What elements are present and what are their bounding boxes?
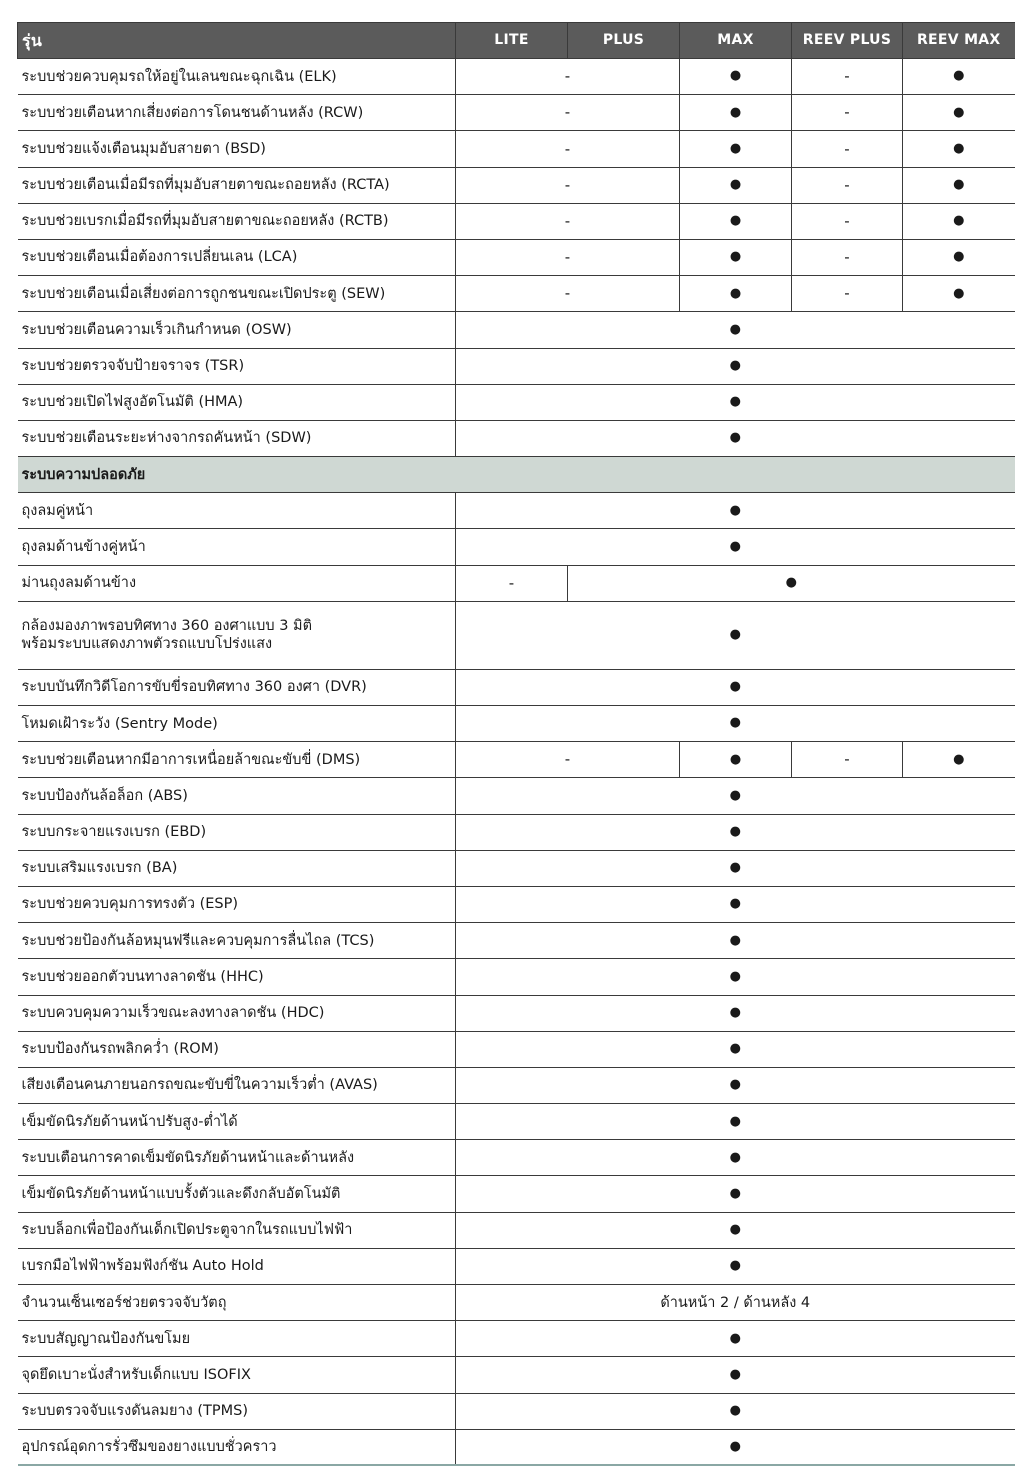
model-header-plus: PLUS — [568, 23, 680, 59]
feature-label — [18, 1140, 456, 1176]
feature-label — [18, 1067, 456, 1103]
feature-label-text: ระบบป้องกันล้อล็อก (ABS) — [21, 787, 188, 804]
availability-dot: ● — [456, 493, 1015, 529]
table-row — [18, 59, 1015, 95]
table-row — [18, 923, 1015, 959]
feature-label-text: ระบบป้องกันรถพลิกคว่ำ (ROM) — [21, 1041, 219, 1058]
feature-label-text: อุปกรณ์อุดการรั่วซึมของยางแบบชั่วคราว — [21, 1439, 277, 1456]
availability-dot: ● — [456, 1357, 1015, 1393]
feature-label — [18, 1212, 456, 1248]
availability-dot: ● — [903, 167, 1015, 203]
feature-label — [18, 95, 456, 131]
feature-label-text: เสียงเตือนคนภายนอกรถขณะขับขี่ในความเร็วต่ำ (AVAS) — [21, 1077, 378, 1094]
model-header-lite: LITE — [456, 23, 568, 59]
model-header-reev-max: REEV MAX — [903, 23, 1015, 59]
table-row — [18, 1393, 1015, 1429]
availability-dash: - — [456, 131, 680, 167]
feature-label-text: ระบบช่วยควบคุมรถให้อยู่ในเลนขณะฉุกเฉิน (ELK) — [21, 68, 337, 85]
table-row — [18, 239, 1015, 275]
feature-label — [18, 1285, 456, 1321]
feature-label-text: ระบบช่วยเตือนเมื่อต้องการเปลี่ยนเลน (LCA) — [21, 249, 298, 266]
model-column-header: รุ่น — [18, 23, 456, 59]
feature-label-text: ระบบช่วยเปิดไฟสูงอัตโนมัติ (HMA) — [21, 394, 244, 411]
table-row — [18, 384, 1015, 420]
availability-dash: - — [456, 95, 680, 131]
feature-label — [18, 239, 456, 275]
feature-label — [18, 706, 456, 742]
feature-label — [18, 814, 456, 850]
table-row — [18, 959, 1015, 995]
feature-label — [18, 1321, 456, 1357]
feature-label — [18, 669, 456, 705]
availability-dot: ● — [903, 742, 1015, 778]
feature-label — [18, 886, 456, 922]
availability-dot: ● — [456, 959, 1015, 995]
feature-label — [18, 312, 456, 348]
feature-label-text: ระบบช่วยออกตัวบนทางลาดชัน (HHC) — [21, 968, 264, 985]
availability-dot: ● — [456, 995, 1015, 1031]
feature-label — [18, 384, 456, 420]
availability-dash: - — [792, 742, 903, 778]
table-row — [18, 131, 1015, 167]
table-row — [18, 348, 1015, 384]
table-row — [18, 420, 1015, 456]
availability-dot: ● — [456, 529, 1015, 565]
feature-label-text: ระบบช่วยตรวจจับป้ายจราจร (TSR) — [21, 358, 245, 375]
feature-label-text: ระบบควบคุมความเร็วขณะลงทางลาดชัน (HDC) — [21, 1005, 325, 1022]
availability-dash: - — [456, 565, 568, 601]
feature-label — [18, 276, 456, 312]
feature-label — [18, 565, 456, 601]
availability-dot: ● — [456, 1031, 1015, 1067]
feature-label — [18, 995, 456, 1031]
feature-label — [18, 1357, 456, 1393]
feature-label-text: ม่านถุงลมด้านข้าง — [21, 575, 137, 592]
feature-label-text: ระบบตรวจจับแรงดันลมยาง (TPMS) — [21, 1403, 248, 1420]
table-row — [18, 1104, 1015, 1140]
availability-dot: ● — [456, 1140, 1015, 1176]
availability-dot: ● — [680, 276, 792, 312]
feature-label-text: โหมดเฝ้าระวัง (Sentry Mode) — [21, 715, 218, 732]
availability-dot: ● — [456, 1321, 1015, 1357]
feature-label-text: ระบบบันทึกวิดีโอการขับขี่รอบทิศทาง 360 องศา (DVR) — [21, 679, 367, 696]
table-row — [18, 1357, 1015, 1393]
table-row — [18, 203, 1015, 239]
feature-label-text: ระบบล็อกเพื่อป้องกันเด็กเปิดประตูจากในรถแบบไฟฟ้า — [21, 1222, 353, 1239]
feature-label — [18, 1031, 456, 1067]
availability-dot: ● — [680, 131, 792, 167]
table-row — [18, 1212, 1015, 1248]
feature-label — [18, 1176, 456, 1212]
availability-dot: ● — [680, 167, 792, 203]
availability-dot: ● — [456, 850, 1015, 886]
availability-dot: ● — [903, 59, 1015, 95]
feature-label — [18, 1393, 456, 1429]
availability-dash: - — [456, 167, 680, 203]
feature-label — [18, 493, 456, 529]
availability-dash: - — [792, 95, 903, 131]
feature-label — [18, 742, 456, 778]
feature-label — [18, 923, 456, 959]
feature-label-text: ระบบสัญญาณป้องกันขโมย — [21, 1330, 191, 1347]
availability-dot: ● — [456, 1176, 1015, 1212]
feature-label-text: ระบบช่วยเตือนหากเสี่ยงต่อการโดนชนด้านหลัง (RCW) — [21, 104, 364, 121]
availability-dot: ● — [680, 742, 792, 778]
table-row — [18, 669, 1015, 705]
availability-dot: ● — [456, 923, 1015, 959]
feature-label — [18, 59, 456, 95]
feature-label — [18, 348, 456, 384]
table-row — [18, 95, 1015, 131]
feature-label-text: จุดยึดเบาะนั่งสำหรับเด็กแบบ ISOFIX — [21, 1366, 251, 1383]
feature-label — [18, 601, 456, 669]
table-row — [18, 742, 1015, 778]
table-row — [18, 1176, 1015, 1212]
availability-dash: - — [456, 59, 680, 95]
feature-label — [18, 850, 456, 886]
availability-dot: ● — [456, 669, 1015, 705]
table-row — [18, 1285, 1015, 1321]
feature-label-text: ระบบช่วยเบรกเมื่อมีรถที่มุมอับสายตาขณะถอยหลัง (RCTB) — [21, 213, 389, 230]
availability-dash: - — [792, 131, 903, 167]
availability-dot: ● — [456, 1067, 1015, 1103]
model-header-reev-plus: REEV PLUS — [792, 23, 903, 59]
feature-label-text: เข็มขัดนิรภัยด้านหน้าแบบรั้งตัวและดึงกลับอัตโนมัติ — [21, 1185, 341, 1202]
feature-label — [18, 1429, 456, 1465]
availability-dot: ● — [456, 384, 1015, 420]
availability-dash: - — [792, 59, 903, 95]
availability-dot: ● — [456, 1104, 1015, 1140]
availability-dot: ● — [456, 1393, 1015, 1429]
availability-dash: - — [792, 276, 903, 312]
table-row — [18, 778, 1015, 814]
table-row — [18, 493, 1015, 529]
availability-dot: ● — [680, 59, 792, 95]
table-row — [18, 886, 1015, 922]
feature-label-text: ระบบกระจายแรงเบรก (EBD) — [21, 824, 207, 841]
feature-label-text: ระบบช่วยเตือนเมื่อเสี่ยงต่อการถูกชนขณะเปิดประตู (SEW) — [21, 285, 386, 302]
table-row — [18, 706, 1015, 742]
availability-dash: - — [456, 239, 680, 275]
availability-dash: - — [792, 203, 903, 239]
feature-label-text: ระบบช่วยเตือนระยะห่างจากรถคันหน้า (SDW) — [21, 430, 312, 447]
feature-label — [18, 1248, 456, 1284]
table-row — [18, 1248, 1015, 1284]
feature-label-text: จำนวนเซ็นเซอร์ช่วยตรวจจับวัตถุ — [21, 1294, 227, 1311]
availability-dot: ● — [456, 814, 1015, 850]
availability-dot: ● — [680, 239, 792, 275]
model-header-max: MAX — [680, 23, 792, 59]
feature-label-text: ระบบช่วยป้องกันล้อหมุนฟรีและควบคุมการลื่นไถล (TCS) — [21, 932, 375, 949]
availability-dot: ● — [903, 276, 1015, 312]
table-row — [18, 850, 1015, 886]
table-row — [18, 601, 1015, 669]
table-row — [18, 814, 1015, 850]
availability-dot: ● — [456, 886, 1015, 922]
availability-dash: - — [456, 742, 680, 778]
availability-dot: ● — [456, 348, 1015, 384]
feature-label-text: ระบบเสริมแรงเบรก (BA) — [21, 860, 178, 877]
feature-label-text-line2: พร้อมระบบแสดงภาพตัวรถแบบโปร่งแสง — [21, 636, 273, 653]
table-row — [18, 1067, 1015, 1103]
section-header-row — [18, 457, 1015, 493]
feature-label-text: ถุงลมด้านข้างคู่หน้า — [21, 538, 146, 555]
table-row — [18, 529, 1015, 565]
feature-label-text: ระบบช่วยเตือนความเร็วเกินกำหนด (OSW) — [21, 321, 292, 338]
feature-label-text: เข็มขัดนิรภัยด้านหน้าปรับสูง-ต่ำได้ — [21, 1113, 238, 1130]
table-row — [18, 1031, 1015, 1067]
availability-dot: ● — [456, 706, 1015, 742]
feature-label — [18, 1104, 456, 1140]
feature-label-text: กล้องมองภาพรอบทิศทาง 360 องศาแบบ 3 มิติ — [21, 618, 313, 635]
feature-label-text: ถุงลมคู่หน้า — [21, 502, 94, 519]
availability-dot: ● — [903, 131, 1015, 167]
feature-label — [18, 529, 456, 565]
availability-dot: ● — [456, 312, 1015, 348]
feature-label — [18, 203, 456, 239]
table-row — [18, 167, 1015, 203]
availability-dot: ● — [456, 778, 1015, 814]
feature-label-text: ระบบเตือนการคาดเข็มขัดนิรภัยด้านหน้าและด้านหลัง — [21, 1149, 355, 1166]
availability-dash: - — [456, 203, 680, 239]
availability-dot: ● — [456, 1248, 1015, 1284]
availability-dash: - — [456, 276, 680, 312]
table-row — [18, 1429, 1015, 1465]
availability-dot: ● — [568, 565, 1015, 601]
table-row — [18, 276, 1015, 312]
availability-dot: ● — [456, 601, 1015, 669]
availability-value: ด้านหน้า 2 / ด้านหลัง 4 — [456, 1285, 1015, 1321]
feature-label-text: ระบบช่วยเตือนเมื่อมีรถที่มุมอับสายตาขณะถอยหลัง (RCTA) — [21, 177, 390, 194]
availability-dot: ● — [903, 95, 1015, 131]
table-row — [18, 312, 1015, 348]
availability-dash: - — [792, 239, 903, 275]
table-row — [18, 1321, 1015, 1357]
feature-label — [18, 420, 456, 456]
table-row — [18, 565, 1015, 601]
availability-dot: ● — [903, 239, 1015, 275]
spec-table — [17, 22, 1015, 1466]
feature-label-text: เบรกมือไฟฟ้าพร้อมฟังก์ชัน Auto Hold — [21, 1258, 264, 1275]
feature-label-text: ระบบช่วยแจ้งเตือนมุมอับสายตา (BSD) — [21, 140, 266, 157]
feature-label — [18, 778, 456, 814]
availability-dot: ● — [903, 203, 1015, 239]
feature-label — [18, 131, 456, 167]
availability-dot: ● — [680, 95, 792, 131]
availability-dot: ● — [456, 1429, 1015, 1465]
availability-dot: ● — [456, 420, 1015, 456]
header-row — [18, 23, 1015, 59]
availability-dash: - — [792, 167, 903, 203]
feature-label-text: ระบบช่วยเตือนหากมีอาการเหนื่อยล้าขณะขับขี่ (DMS) — [21, 751, 361, 768]
table-row — [18, 1140, 1015, 1176]
availability-dot: ● — [456, 1212, 1015, 1248]
section-title: ระบบความปลอดภัย — [18, 457, 1015, 493]
feature-label — [18, 959, 456, 995]
feature-label-text: ระบบช่วยควบคุมการทรงตัว (ESP) — [21, 896, 238, 913]
table-row — [18, 995, 1015, 1031]
feature-label — [18, 167, 456, 203]
availability-dot: ● — [680, 203, 792, 239]
